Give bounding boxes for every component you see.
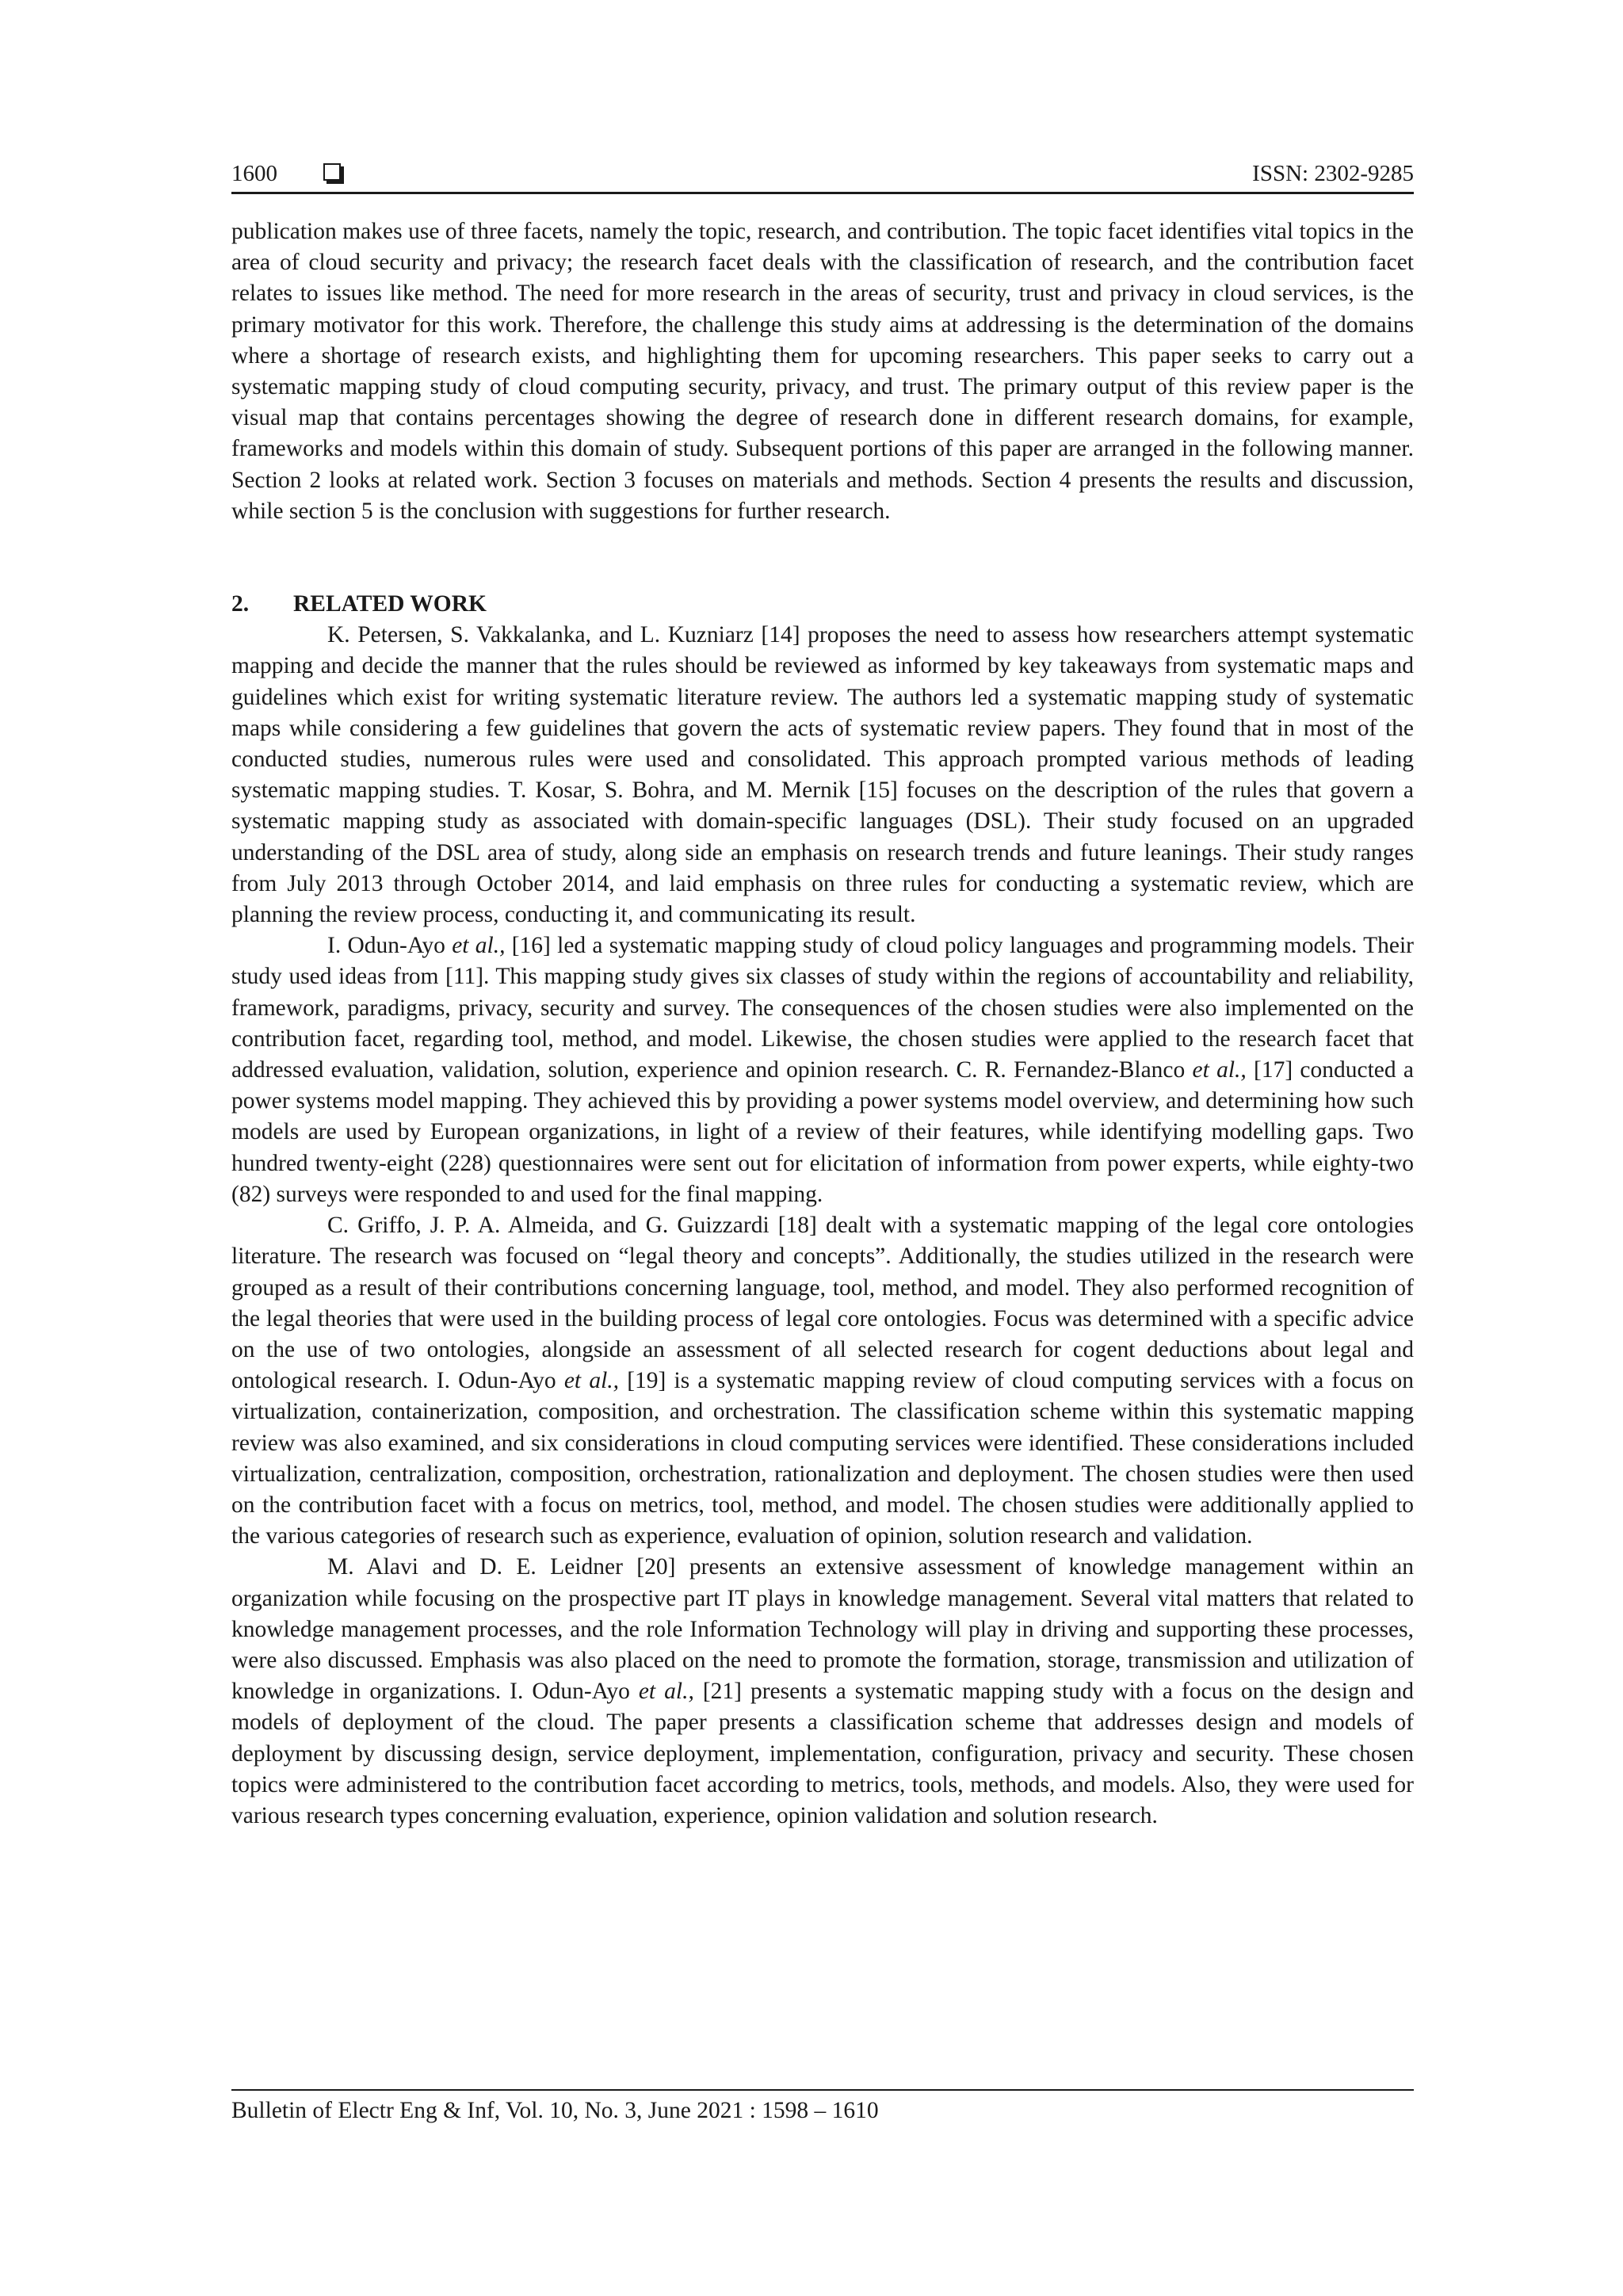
paragraph-text: [21] presents a systematic mapping study with a focus on the design and models of deployment of the cloud. The paper presents a classification scheme that addresses design and models of deployment by discussing design, service deployment, implementation, configuration, privacy and security. These chosen topics were administered to the contribution facet according to metrics, tools, methods, and models. Also, they were used for various research types concerning evaluation, experience, opinion validation and solution research. (231, 1679, 1415, 1828)
section-heading (231, 527, 1414, 620)
paragraph-text: [17] conducted a power systems model mapping. They achieved this by providing a power systems model overview, and determining how such models are used by European organizations, in light of a review of their features, while identifying modelling gaps. Two hundred twenty-eight (228) questionnaires were sent out for elicitation of information from power experts, while eighty-two (82) surveys were responded to and used for the final mapping. (231, 1057, 1414, 1207)
section-number: 2. (231, 591, 250, 617)
page-number: 1600 (231, 161, 277, 186)
paragraph-text: I. Odun-Ayo (327, 933, 453, 959)
footer-rule (231, 2089, 1414, 2091)
page-header (231, 155, 1414, 193)
intro-paragraph: publication makes use of three facets, namely the topic, research, and contribution. The topic facet identifies vital topics in the area of cloud security and privacy; the research facet deals with the classification of research, and the contribution facet relates to issues like method. The need for more research in the areas of security, trust and privacy in cloud services, is the primary motivator for this work. Therefore, the challenge this study aims at addressing is the determination of the domains where a shortage of research exists, and highlighting them for upcoming researchers. This paper seeks to carry out a systematic mapping study of cloud computing security, privacy, and trust. The primary output of this review paper is the visual map that contains percentages showing the degree of research done in different research domains, for example, frameworks and models within this domain of study. Subsequent portions of this paper are arranged in the following manner. Section 2 looks at related work. Section 3 focuses on materials and methods. Section 4 presents the results and discussion, while section 5 is the conclusion with suggestions for further research. (231, 219, 1414, 524)
paragraph-2 (231, 930, 1414, 1210)
et-al-italic: et al., (638, 1679, 694, 1705)
et-al-italic: et al., (1192, 1057, 1247, 1083)
paragraph-4 (231, 1552, 1414, 1832)
paragraph-text: [19] is a systematic mapping review of cloud computing services with a focus on virtualization, containerization, composition, and orchestration. The classification scheme within this systematic mapping review was also examined, and six considerations in cloud computing services were identified. These considerations included virtualization, centralization, composition, orchestration, rationalization and deployment. The chosen studies were then used on the contribution facet with a focus on metrics, tool, method, and model. The chosen studies were additionally applied to the various categories of research such as experience, evaluation of opinion, solution research and validation. (231, 1368, 1414, 1549)
paragraph-1: K. Petersen, S. Vakkalanka, and L. Kuzniarz [14] proposes the need to assess how researchers attempt systematic mapping and decide the manner that the rules should be reviewed as informed by key takeaways from systematic maps and guidelines which exist for writing systematic literature review. The authors led a systematic mapping study of systematic maps while considering a few guidelines that govern the acts of systematic review papers. They found that in most of the conducted studies, numerous rules were used and consolidated. This approach prompted various methods of leading systematic mapping studies. T. Kosar, S. Bohra, and M. Mernik [15] focuses on the description of the rules that govern a systematic mapping study as associated with domain-specific languages (DSL). Their study focused on an upgraded understanding of the DSL area of study, along side an emphasis on research trends and future leanings. Their study ranges from July 2013 through October 2014, and laid emphasis on three rules for conducting a systematic review, which are planning the review process, conducting it, and communicating its result. (231, 622, 1414, 928)
paragraph-text: C. Griffo, J. P. A. Almeida, and G. Guizzardi [18] dealt with a systematic mapping of the legal core ontologies literature. The research was focused on “legal theory and concepts”. Additionally, the studies utilized in the research were grouped as a result of their contributions concerning language, tool, method, and model. They also performed recognition of the legal theories that were used in the building process of legal core ontologies. Focus was determined with a specific advice on the use of two ontologies, alongside an assessment of all selected research for cogent deductions about legal and ontological research. I. Odun-Ayo (231, 1213, 1414, 1394)
paper-page (231, 0, 1414, 2296)
paragraph-3 (231, 1210, 1414, 1552)
square-box-icon (323, 163, 341, 181)
paragraph-text: [16] led a systematic mapping study of cloud policy languages and programming models. Their study used ideas from [11]. This mapping study gives six classes of study within the regions of accountability and reliability, framework, paradigms, privacy, security and survey. The consequences of the chosen studies were also implemented on the contribution facet, regarding tool, method, and model. Likewise, the chosen studies were applied to the research facet that addressed evaluation, validation, solution, experience and opinion research. C. R. Fernandez-Blanco (231, 933, 1414, 1083)
header-rule (231, 192, 1414, 194)
page-footer: Bulletin of Electr Eng & Inf, Vol. 10, No. 3, June 2021 : 1598 – 1610 (231, 2098, 879, 2123)
issn-label: ISSN: 2302-9285 (1252, 161, 1414, 186)
article-body (231, 216, 1414, 1832)
et-al-italic: et al., (563, 1368, 620, 1394)
et-al-italic: et al., (452, 933, 506, 959)
section-title: RELATED WORK (293, 591, 487, 617)
paragraph-text: M. Alavi and D. E. Leidner [20] presents an extensive assessment of knowledge management within an organization while focusing on the prospective part IT plays in knowledge management. Several vital matters that related to knowledge management processes, and the role Information Technology will play in driving and supporting these processes, were also discussed. Emphasis was also placed on the need to promote the formation, storage, transmission and utilization of knowledge in organizations. I. Odun-Ayo (231, 1554, 1414, 1705)
